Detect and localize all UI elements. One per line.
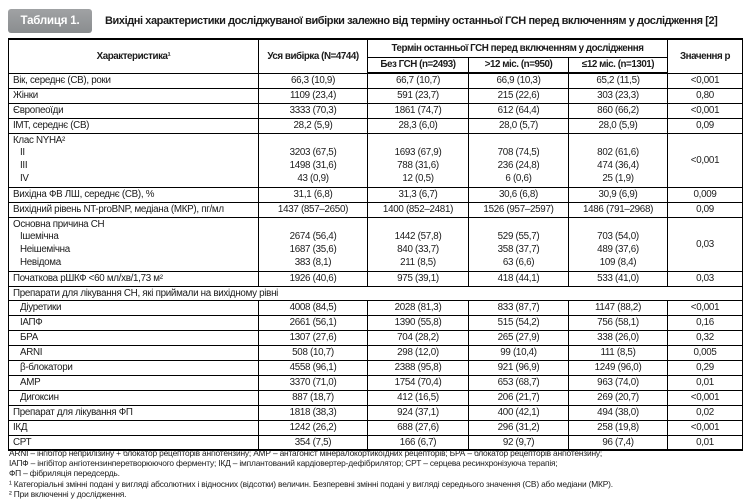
table-row	[9, 133, 743, 187]
row-value: 887 (18,7)	[259, 390, 368, 405]
row-value: 298 (12,0)	[368, 345, 469, 360]
row-value: 65,2 (11,5)	[569, 73, 668, 88]
row-subvalue: 788 (31,6)	[397, 160, 439, 172]
row-value: 1486 (791–2968)	[569, 202, 668, 217]
row-subvalue: 236 (24,8)	[497, 160, 540, 172]
row-value: 400 (42,1)	[469, 405, 569, 420]
row-label: БРА	[9, 330, 259, 345]
row-label: Початкова рШКФ <60 мл/хв/1,73 м²	[9, 271, 259, 286]
row-p-value: 0,03	[668, 271, 743, 286]
row-value-spacer	[569, 135, 667, 148]
row-p-value: 0,29	[668, 360, 743, 375]
row-value: 31,3 (6,7)	[368, 187, 469, 202]
row-value: 924 (37,1)	[368, 405, 469, 420]
row-value-spacer	[259, 135, 367, 148]
row-subvalue: 383 (8,1)	[294, 257, 332, 269]
row-subvalue: 25 (1,9)	[602, 172, 634, 184]
table-row	[9, 315, 743, 330]
row-value: 28,0 (5,7)	[469, 118, 569, 133]
col-header-p-value: Значення р	[668, 39, 743, 73]
row-label: ARNI	[9, 345, 259, 360]
row-value: 269 (20,7)	[569, 390, 668, 405]
table-row	[9, 405, 743, 420]
row-value-spacer	[469, 219, 568, 232]
row-value: 688 (27,6)	[368, 420, 469, 435]
row-value: 975 (39,1)	[368, 271, 469, 286]
row-p-value: 0,005	[668, 345, 743, 360]
table-row	[9, 88, 743, 103]
row-value: 1307 (27,6)	[259, 330, 368, 345]
row-subvalue: 489 (37,6)	[597, 244, 639, 256]
row-value: 1400 (852–2481)	[368, 202, 469, 217]
row-p-value: 0,02	[668, 405, 743, 420]
row-value: 4558 (96,1)	[259, 360, 368, 375]
row-sublabel: Невідома	[20, 257, 61, 269]
row-value: 704 (28,2)	[368, 330, 469, 345]
row-value: 28,0 (5,9)	[569, 118, 668, 133]
row-sublabel: Ішемічна	[20, 231, 59, 243]
row-value: 418 (44,1)	[469, 271, 569, 286]
row-value: 66,3 (10,9)	[259, 73, 368, 88]
row-value: 28,3 (6,0)	[368, 118, 469, 133]
col-header-characteristic: Характеристика¹	[9, 39, 259, 73]
row-sublabel: II	[20, 147, 25, 159]
row-value: 1818 (38,3)	[259, 405, 368, 420]
table-row	[9, 300, 743, 315]
row-subvalue: 474 (36,4)	[597, 160, 639, 172]
row-subvalue: 211 (8,5)	[400, 257, 436, 269]
row-value: 591 (23,7)	[368, 88, 469, 103]
row-subvalue: 703 (54,0)	[597, 231, 639, 243]
row-label	[9, 217, 259, 271]
row-value: 533 (41,0)	[569, 271, 668, 286]
row-value: 166 (6,7)	[368, 435, 469, 450]
row-label: ІМТ, середнє (СВ)	[9, 118, 259, 133]
footnote-abbreviations-1: ARNI – інгібітор неприлізину + блокатор рецепторів ангіотензину; АМР – антагоніст мінералокортикоїдних рецепторів; БРА – блокатор рецепторів ангіотензину;	[9, 448, 603, 458]
row-value: 3333 (70,3)	[259, 103, 368, 118]
row-value	[259, 217, 368, 271]
row-subvalue: 1498 (31,6)	[289, 160, 337, 172]
row-label: АМР	[9, 375, 259, 390]
table-row	[9, 345, 743, 360]
row-label: Вихідна ФВ ЛШ, середнє (СВ), %	[9, 187, 259, 202]
row-value	[469, 217, 569, 271]
row-label-main: Клас NYHA²	[13, 134, 65, 146]
row-sublabel: Неішемічна	[20, 244, 70, 256]
table-row	[9, 420, 743, 435]
row-subvalue: 2674 (56,4)	[289, 231, 337, 243]
row-value: 1754 (70,4)	[368, 375, 469, 390]
row-value	[569, 217, 668, 271]
row-value	[469, 133, 569, 187]
row-p-value: <0,001	[668, 73, 743, 88]
table-row	[9, 271, 743, 286]
row-subvalue: 802 (61,6)	[597, 147, 639, 159]
row-value: 1249 (96,0)	[569, 360, 668, 375]
table-row	[9, 330, 743, 345]
row-p-value: 0,80	[668, 88, 743, 103]
row-value: 1109 (23,4)	[259, 88, 368, 103]
row-subvalue: 1687 (35,6)	[289, 244, 337, 256]
col-header-le-12mo: ≤12 міс. (n=1301)	[569, 57, 668, 73]
col-header-all-sample: Уся вибірка (N=4744)	[259, 39, 368, 73]
col-header-gt-12mo: >12 міс. (n=950)	[469, 57, 569, 73]
row-p-value: <0,001	[668, 133, 743, 187]
row-label: β-блокатори	[9, 360, 259, 375]
row-value: 111 (8,5)	[569, 345, 668, 360]
row-value: 296 (31,2)	[469, 420, 569, 435]
row-value	[569, 133, 668, 187]
row-label: Жінки	[9, 88, 259, 103]
table-footnotes	[9, 448, 745, 499]
row-value: 258 (19,8)	[569, 420, 668, 435]
footnote-abbreviations-2: ІАПФ – інгібітор ангіотензинперетворюючого ферменту; ІКД – імплантований кардіовертер-дефібрилятор; СРТ – серцева ресинхронізуюча терапія;	[9, 458, 558, 469]
row-label	[9, 133, 259, 187]
row-value: 28,2 (5,9)	[259, 118, 368, 133]
table-row	[9, 360, 743, 375]
row-subvalue: 3203 (67,5)	[289, 147, 337, 159]
row-label: Дигоксин	[9, 390, 259, 405]
row-value: 1526 (957–2597)	[469, 202, 569, 217]
section-label: Препарати для лікування СН, які приймали на вихідному рівні	[9, 286, 743, 300]
row-value: 99 (10,4)	[469, 345, 569, 360]
table-title: Вихідні характеристики досліджуваної вибірки залежно від терміну останньої ГСН перед включенням у дослідження [2]	[105, 14, 718, 27]
row-value: 30,6 (6,8)	[469, 187, 569, 202]
table-body	[9, 73, 743, 450]
row-value: 1242 (26,2)	[259, 420, 368, 435]
row-label: Препарат для лікування ФП	[9, 405, 259, 420]
row-value: 2028 (81,3)	[368, 300, 469, 315]
row-subvalue: 1442 (57,8)	[394, 231, 442, 243]
table-caption	[8, 8, 744, 33]
row-value: 3370 (71,0)	[259, 375, 368, 390]
row-label: ІКД	[9, 420, 259, 435]
table-row	[9, 390, 743, 405]
row-value: 612 (64,4)	[469, 103, 569, 118]
row-subvalue: 63 (6,6)	[502, 257, 535, 269]
table-row	[9, 217, 743, 271]
footnote-2: ² При включенні у дослідження.	[9, 488, 127, 499]
row-value: 354 (7,5)	[259, 435, 368, 450]
row-value: 206 (21,7)	[469, 390, 569, 405]
row-value: 31,1 (6,8)	[259, 187, 368, 202]
footnote-abbreviations-3: ФП – фібриляція передсердь.	[9, 468, 120, 479]
row-label: Європеоїди	[9, 103, 259, 118]
row-value: 756 (58,1)	[569, 315, 668, 330]
row-value: 860 (66,2)	[569, 103, 668, 118]
row-value: 215 (22,6)	[469, 88, 569, 103]
row-p-value: <0,001	[668, 103, 743, 118]
row-value: 412 (16,5)	[368, 390, 469, 405]
row-p-value: 0,01	[668, 435, 743, 450]
col-header-group-ahf-term: Термін останньої ГСН перед включенням у дослідження	[368, 39, 668, 57]
row-subvalue: 708 (74,5)	[497, 147, 540, 159]
row-label: СРТ	[9, 435, 259, 450]
row-p-value: <0,001	[668, 390, 743, 405]
table-row	[9, 202, 743, 217]
row-p-value: 0,16	[668, 315, 743, 330]
table-number-badge: Таблиця 1.	[8, 9, 92, 33]
row-value: 265 (27,9)	[469, 330, 569, 345]
row-p-value: 0,03	[668, 217, 743, 271]
row-value: 30,9 (6,9)	[569, 187, 668, 202]
characteristics-table	[8, 38, 743, 451]
row-value: 963 (74,0)	[569, 375, 668, 390]
row-value-spacer	[469, 135, 568, 148]
row-value: 494 (38,0)	[569, 405, 668, 420]
footnote-1: ¹ Категоріальні змінні подані у вигляді абсолютних і відносних (відсотки) величин. Безперевні змінні подані у вигляді середнього значення (СВ) або медіани (МКР).	[9, 478, 613, 489]
row-value: 508 (10,7)	[259, 345, 368, 360]
row-value: 4008 (84,5)	[259, 300, 368, 315]
table-row	[9, 73, 743, 88]
row-label: ІАПФ	[9, 315, 259, 330]
row-value: 338 (26,0)	[569, 330, 668, 345]
row-value: 1437 (857–2650)	[259, 202, 368, 217]
row-value: 2388 (95,8)	[368, 360, 469, 375]
row-label: Діуретики	[9, 300, 259, 315]
row-p-value: <0,001	[668, 300, 743, 315]
row-subvalue: 43 (0,9)	[297, 172, 329, 184]
col-header-no-ahf: Без ГСН (n=2493)	[368, 57, 469, 73]
row-p-value: <0,001	[668, 420, 743, 435]
table-row	[9, 286, 743, 300]
row-value: 66,9 (10,3)	[469, 73, 569, 88]
row-value: 833 (87,7)	[469, 300, 569, 315]
row-value: 96 (7,4)	[569, 435, 668, 450]
row-p-value: 0,09	[668, 118, 743, 133]
row-sublabel: III	[20, 160, 28, 172]
row-sublabel: IV	[20, 172, 29, 184]
row-subvalue: 109 (8,4)	[599, 257, 637, 269]
row-p-value: 0,01	[668, 375, 743, 390]
row-label: Вік, середнє (СВ), роки	[9, 73, 259, 88]
row-subvalue: 529 (55,7)	[497, 231, 540, 243]
row-p-value: 0,32	[668, 330, 743, 345]
row-value: 303 (23,3)	[569, 88, 668, 103]
row-value: 515 (54,2)	[469, 315, 569, 330]
row-label: Вихідний рівень NT-proBNP, медіана (МКР), пг/мл	[9, 202, 259, 217]
row-value	[368, 133, 469, 187]
row-value: 1926 (40,6)	[259, 271, 368, 286]
row-label-main: Основна причина СН	[13, 218, 105, 230]
row-subvalue: 1693 (67,9)	[394, 147, 442, 159]
table-head	[9, 39, 743, 73]
row-value-spacer	[569, 219, 667, 232]
row-value: 1861 (74,7)	[368, 103, 469, 118]
row-subvalue: 358 (37,7)	[497, 244, 540, 256]
row-value-spacer	[368, 219, 468, 232]
row-value: 653 (68,7)	[469, 375, 569, 390]
row-value: 921 (96,9)	[469, 360, 569, 375]
row-value-spacer	[368, 135, 468, 148]
row-subvalue: 12 (0,5)	[402, 172, 434, 184]
row-subvalue: 840 (33,7)	[397, 244, 439, 256]
row-value: 1147 (88,2)	[569, 300, 668, 315]
row-value-spacer	[259, 219, 367, 232]
row-value: 2661 (56,1)	[259, 315, 368, 330]
row-p-value: 0,009	[668, 187, 743, 202]
row-value: 92 (9,7)	[469, 435, 569, 450]
row-value: 66,7 (10,7)	[368, 73, 469, 88]
table-row	[9, 118, 743, 133]
row-value: 1390 (55,8)	[368, 315, 469, 330]
row-subvalue: 6 (0,6)	[505, 172, 532, 184]
row-value	[368, 217, 469, 271]
table-row	[9, 103, 743, 118]
row-value	[259, 133, 368, 187]
table-row	[9, 187, 743, 202]
row-p-value: 0,09	[668, 202, 743, 217]
table-row	[9, 375, 743, 390]
